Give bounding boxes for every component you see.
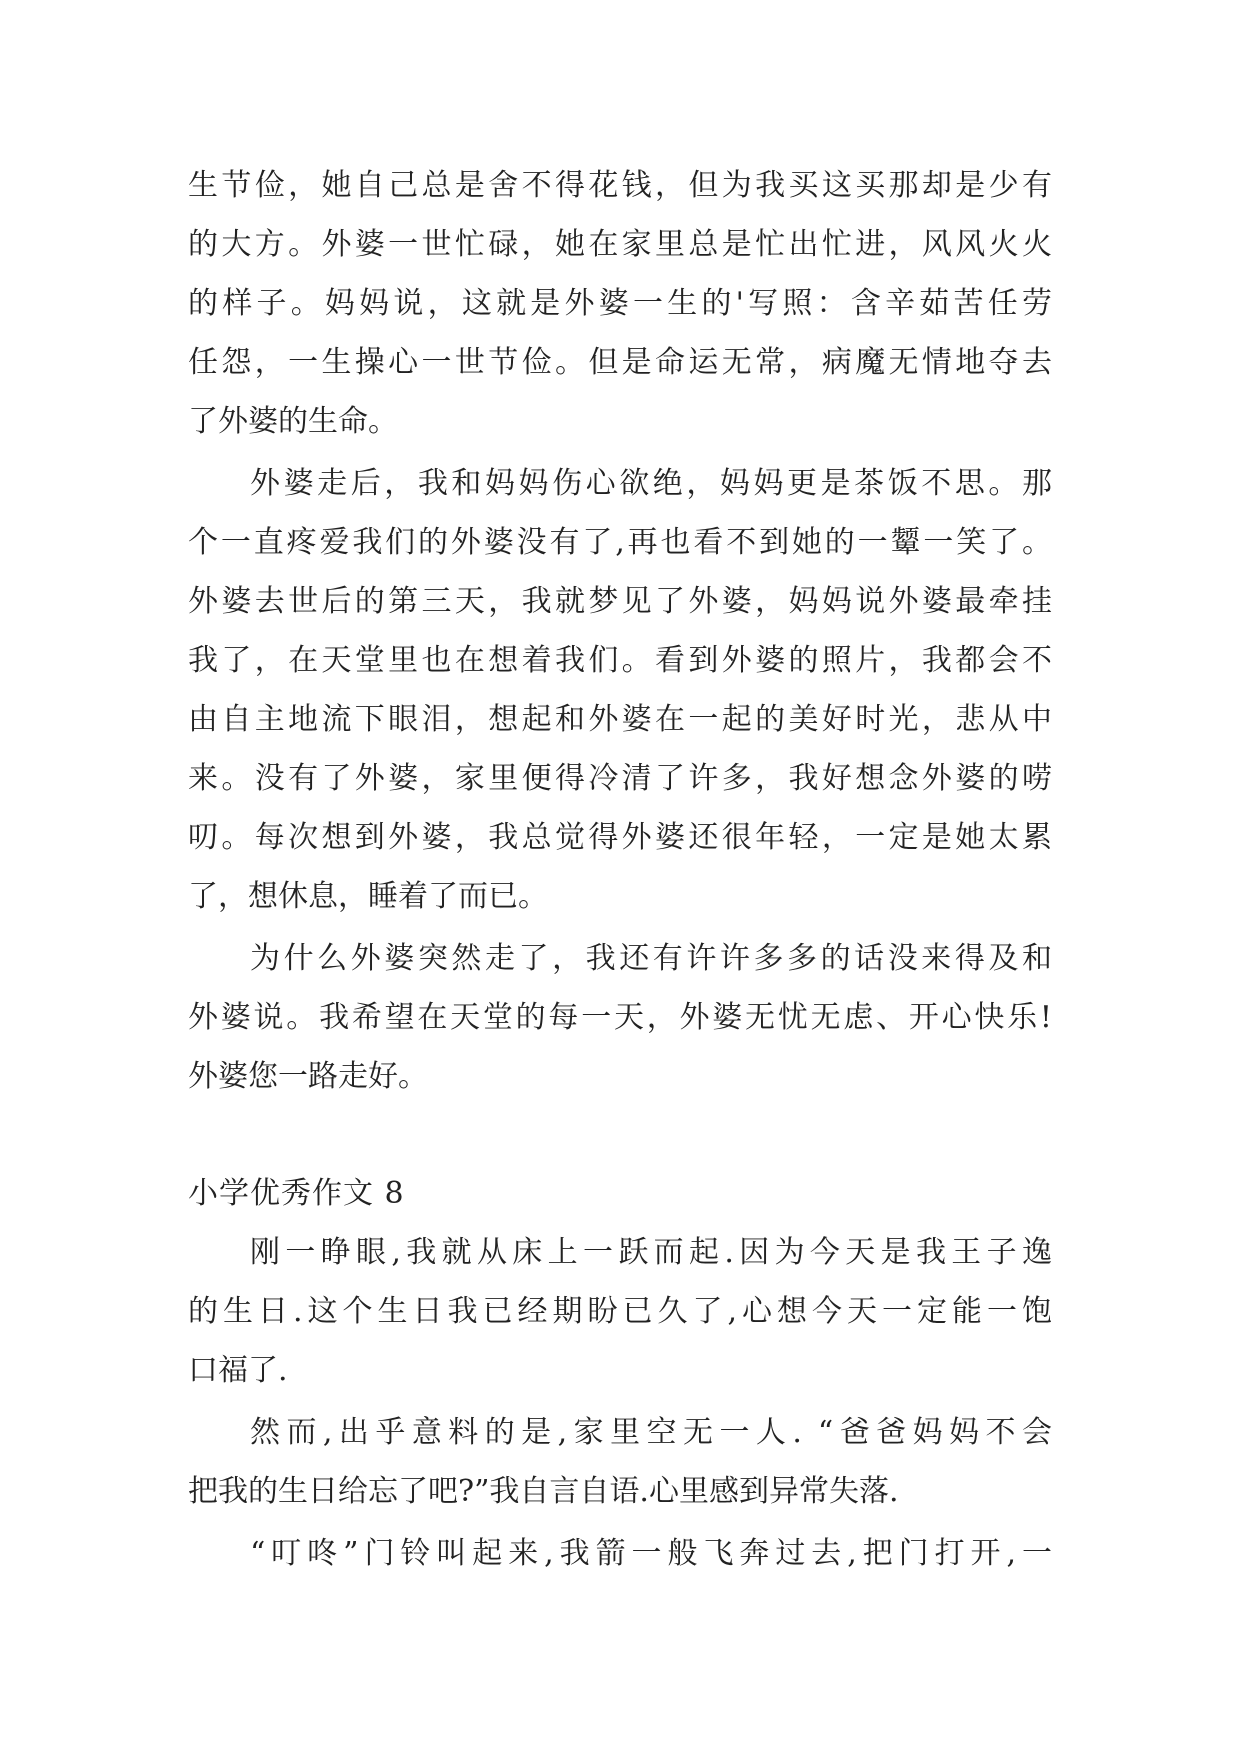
text-line: 了，想休息，睡着了而已。 <box>188 879 548 914</box>
text-line: 刚一睁眼,我就从床上一跃而起.因为今天是我王子逸 <box>250 1235 1052 1270</box>
essay-heading: 小学优秀作文 8 <box>188 1176 405 1211</box>
text-line: 的大方。外婆一世忙碌，她在家里总是忙出忙进，风风火火 <box>188 227 1052 262</box>
paragraph <box>188 1223 1052 1400</box>
text-line: “叮咚”门铃叫起来,我箭一般飞奔过去,把门打开,一 <box>250 1536 1052 1571</box>
paragraph <box>188 1403 1052 1521</box>
paragraph <box>188 454 1052 926</box>
paragraph <box>188 929 1052 1106</box>
essay-body <box>188 1223 1052 1583</box>
text-line: 来。没有了外婆，家里便得冷清了许多，我好想念外婆的唠 <box>188 761 1052 796</box>
text-line: 为什么外婆突然走了，我还有许许多多的话没来得及和 <box>250 941 1052 976</box>
paragraph-continued <box>188 156 1052 451</box>
text-line: 我了，在天堂里也在想着我们。看到外婆的照片，我都会不 <box>188 643 1052 678</box>
text-line: 把我的生日给忘了吧?”我自言自语.心里感到异常失落. <box>188 1474 899 1509</box>
text-line: 任怨，一生操心一世节俭。但是命运无常，病魔无情地夺去 <box>188 345 1052 380</box>
text-line: 外婆您一路走好。 <box>188 1059 428 1094</box>
text-line: 生节俭，她自己总是舍不得花钱，但为我买这买那却是少有 <box>188 168 1052 203</box>
text-line: 了外婆的生命。 <box>188 404 398 439</box>
paragraph <box>188 1524 1052 1583</box>
text-line: 个一直疼爱我们的外婆没有了,再也看不到她的一颦一笑了。 <box>188 525 1052 560</box>
text-line: 由自主地流下眼泪，想起和外婆在一起的美好时光，悲从中 <box>188 702 1052 737</box>
text-line: 然而,出乎意料的是,家里空无一人. “爸爸妈妈不会 <box>250 1415 1052 1450</box>
document-body <box>188 156 1052 1583</box>
text-line: 口福了. <box>188 1353 288 1388</box>
text-line: 外婆走后，我和妈妈伤心欲绝，妈妈更是茶饭不思。那 <box>250 466 1052 501</box>
text-line: 叨。每次想到外婆，我总觉得外婆还很年轻，一定是她太累 <box>188 820 1052 855</box>
text-line: 的生日.这个生日我已经期盼已久了,心想今天一定能一饱 <box>188 1294 1052 1329</box>
text-line: 的样子。妈妈说，这就是外婆一生的'写照：含辛茹苦任劳 <box>188 286 1052 321</box>
text-line: 外婆说。我希望在天堂的每一天，外婆无忧无虑、开心快乐! <box>188 1000 1052 1035</box>
text-line: 外婆去世后的第三天，我就梦见了外婆，妈妈说外婆最牵挂 <box>188 584 1052 619</box>
